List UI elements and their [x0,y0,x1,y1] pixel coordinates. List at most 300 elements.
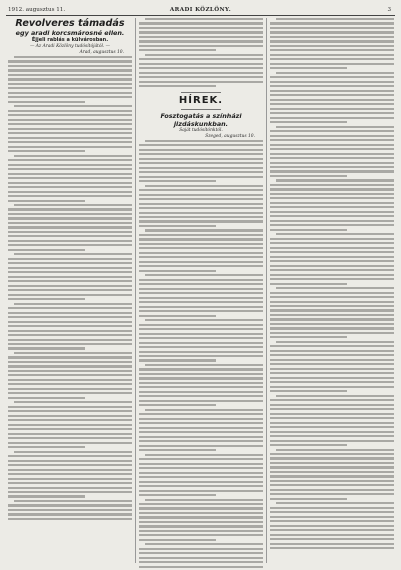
text-line [8,60,132,62]
text-line [139,333,263,335]
article-subheadline: egy aradi korcsmárosné ellen. [15,29,125,37]
text-line [270,45,394,47]
text-line [270,238,394,240]
text-line [8,460,132,462]
text-line [270,31,394,33]
text-line [145,274,263,276]
text-line [270,435,394,437]
text-line [8,69,132,71]
text-line [270,457,394,459]
text-line [139,525,263,527]
text-line [139,283,263,285]
text-line [270,359,394,361]
text-line [270,197,394,199]
text-line [270,336,347,338]
text-line [8,271,132,273]
text-line [139,203,263,205]
text-line [145,185,263,187]
text-line [270,153,394,155]
text-line [139,467,263,469]
text-line [139,310,263,312]
text-line [139,63,263,65]
text-line [139,212,263,214]
text-line [139,72,263,74]
text-line [270,108,394,110]
article-dateline: Szeged, augusztus 10. [205,133,255,139]
text-line [139,386,263,388]
text-line [8,267,132,269]
article-deck: Éjjeli rablás a külvárosban. [31,37,109,43]
text-line [270,390,347,392]
text-line [270,58,394,60]
text-line [8,200,85,202]
text-line [270,314,394,316]
text-line [8,518,132,520]
text-line [270,27,394,29]
text-line [145,229,263,231]
text-line [139,252,263,254]
text-line [8,504,132,506]
text-line [139,301,263,303]
text-line [139,180,216,182]
text-line [139,494,216,496]
text-line [139,359,216,361]
text-line [270,507,394,509]
text-line [8,289,132,291]
text-line [270,206,394,208]
text-line [8,325,132,327]
text-line [8,65,132,67]
text-line [139,382,263,384]
text-line [8,379,132,381]
text-line [276,449,394,451]
text-line [139,507,263,509]
text-line [276,341,394,343]
text-line [8,182,132,184]
text-line [270,511,394,513]
text-line [270,157,394,159]
page-number: 3 [387,7,391,13]
text-line [139,516,263,518]
text-line [270,103,394,105]
text-line [270,148,394,150]
text-line [139,521,263,523]
text-line [139,31,263,33]
text-line [270,377,394,379]
text-line [139,485,263,487]
text-line [270,121,347,123]
text-line [139,220,263,222]
text-line [270,269,394,271]
text-line [8,87,132,89]
text-line [139,306,263,308]
text-line [8,482,132,484]
text-line [270,175,347,177]
text-line [139,58,263,60]
text-line [139,144,263,146]
text-line [145,543,263,545]
text-line [139,279,263,281]
text-line [139,27,263,29]
text-line [8,258,132,260]
text-line [8,280,132,282]
text-line [8,146,132,148]
text-line [270,130,394,132]
text-line [139,351,263,353]
text-line [270,283,347,285]
text-line [270,493,394,495]
text-line [8,249,85,251]
text-line [139,198,263,200]
text-line [139,149,263,151]
text-line [8,487,132,489]
text-line [139,534,263,536]
text-line [139,81,263,83]
text-line [270,426,394,428]
text-line [8,141,132,143]
text-line [139,238,263,240]
text-line [270,538,394,540]
text-line [270,318,394,320]
text-line [8,285,132,287]
text-line [8,262,132,264]
article-byline: — Az Aradi Közlöny tudósítójától. — [29,44,111,49]
text-line [270,90,394,92]
text-line [270,520,394,522]
article-byline: Saját tudósítónktól. [179,127,223,133]
text-line [270,166,394,168]
text-line [8,244,132,246]
text-line [139,324,263,326]
text-line [270,475,394,477]
text-line [8,388,132,390]
article-body [8,56,132,522]
text-line [270,296,394,298]
column-1 [8,18,132,522]
text-line [139,288,263,290]
text-line [139,436,263,438]
text-line [139,404,216,406]
text-line [270,260,394,262]
text-line [270,49,394,51]
text-line [276,395,394,397]
text-line [270,305,394,307]
text-line [139,189,263,191]
text-line [8,316,132,318]
text-line [139,67,263,69]
text-line [139,418,263,420]
text-line [270,81,394,83]
text-line [8,132,132,134]
column-2 [139,18,263,570]
text-line [276,72,394,74]
text-line [270,85,394,87]
text-line [270,386,394,388]
text-line [139,171,263,173]
text-line [270,193,394,195]
text-line [139,377,263,379]
text-line [139,265,263,267]
text-line [145,319,263,321]
text-line [270,480,394,482]
text-line [139,162,263,164]
text-line [8,495,85,497]
text-line [139,548,263,550]
text-line [8,78,132,80]
text-line [270,301,394,303]
article-body [270,18,394,552]
text-line [270,422,394,424]
text-line [139,36,263,38]
text-line [139,552,263,554]
text-line [270,484,394,486]
text-line [8,226,132,228]
article-body-top [139,18,263,90]
text-line [8,307,132,309]
text-line [270,202,394,204]
newspaper-title: ARADI KÖZLÖNY. [169,7,232,13]
article-headline: Revolveres támadás [15,18,125,29]
text-line [270,417,394,419]
text-line [139,530,263,532]
text-line [139,539,216,541]
text-line [8,442,132,444]
text-line [139,427,263,429]
text-line [139,225,216,227]
text-line [270,440,394,442]
text-line [8,383,132,385]
text-line [139,481,263,483]
text-line [8,240,132,242]
text-line [8,195,132,197]
text-line [270,516,394,518]
text-line [270,162,394,164]
article-dateline: Arad, augusztus 10. [79,50,124,55]
text-line [8,298,85,300]
text-line [139,503,263,505]
text-line [145,409,263,411]
text-line [145,364,263,366]
text-line [8,455,132,457]
text-line [14,401,132,403]
text-line [8,222,132,224]
text-line [8,83,132,85]
text-line [14,303,132,305]
text-line [8,208,132,210]
text-line [8,159,132,161]
text-line [276,179,394,181]
text-line [270,399,394,401]
text-line [270,76,394,78]
text-line [270,135,394,137]
text-line [270,372,394,374]
text-line [14,352,132,354]
text-line [139,373,263,375]
text-line [14,105,132,107]
text-line [139,256,263,258]
text-line [139,440,263,442]
text-line [270,139,394,141]
text-line [8,276,132,278]
text-line [8,370,132,372]
text-line [139,431,263,433]
text-line [270,547,394,549]
text-line [8,177,132,179]
text-line [8,433,132,435]
text-line [270,36,394,38]
text-line [8,343,132,345]
text-line [8,365,132,367]
text-line [8,464,132,466]
text-line [139,216,263,218]
text-line [270,453,394,455]
text-line [270,489,394,491]
text-line [8,114,132,116]
text-line [270,408,394,410]
column-rule [135,18,136,563]
text-line [270,40,394,42]
text-line [8,374,132,376]
text-line [139,153,263,155]
text-line [270,525,394,527]
text-line [139,49,216,51]
text-line [139,234,263,236]
text-line [270,94,394,96]
text-line [8,101,85,103]
text-line [139,40,263,42]
text-line [8,419,132,421]
text-line [270,112,394,114]
text-line [270,529,394,531]
text-line [8,312,132,314]
text-line [270,292,394,294]
text-line [8,96,132,98]
section-divider [181,109,221,110]
text-line [8,406,132,408]
header-date: 1912. augusztus 11. [8,7,66,13]
text-line [139,413,263,415]
text-line [270,144,394,146]
text-line [139,566,263,568]
article-headline: Fosztogatás a színházi jizdáskunkban. [160,111,242,128]
text-line [270,256,394,258]
text-line [8,437,132,439]
text-line [270,211,394,213]
text-line [270,444,347,446]
text-line [139,76,263,78]
text-line [8,410,132,412]
text-line [139,261,263,263]
text-line [270,229,347,231]
text-line [14,155,132,157]
text-line [139,557,263,559]
text-line [270,534,394,536]
text-line [8,235,132,237]
text-line [270,363,394,365]
text-line [270,247,394,249]
text-line [14,56,132,58]
text-line [8,339,132,341]
text-line [8,473,132,475]
text-line [139,243,263,245]
text-line [8,397,85,399]
text-line [8,356,132,358]
text-line [270,188,394,190]
text-line [8,509,132,511]
text-line [8,446,85,448]
text-line [139,368,263,370]
text-line [145,454,263,456]
text-line [139,400,263,402]
text-line [270,22,394,24]
text-line [270,471,394,473]
text-line [270,368,394,370]
text-line [8,74,132,76]
text-line [270,332,394,334]
text-line [8,361,132,363]
text-line [139,422,263,424]
text-line [139,85,216,87]
text-line [8,334,132,336]
text-line [8,123,132,125]
text-line [139,297,263,299]
text-line [139,355,263,357]
column-3 [270,18,394,552]
text-line [139,476,263,478]
text-line [270,224,394,226]
text-line [139,292,263,294]
text-line [8,330,132,332]
text-line [139,22,263,24]
text-line [270,354,394,356]
text-line [8,392,132,394]
text-line [270,99,394,101]
text-line [139,270,216,272]
text-line [8,428,132,430]
text-line [270,54,394,56]
text-line [139,45,263,47]
text-line [270,215,394,217]
text-line [139,472,263,474]
text-line [145,140,263,142]
section-title: HÍREK. [178,94,224,106]
text-line [145,18,263,20]
text-line [8,469,132,471]
text-line [8,186,132,188]
text-line [270,327,394,329]
text-line [270,242,394,244]
text-line [8,347,85,349]
text-line [276,233,394,235]
text-line [8,92,132,94]
text-line [270,67,347,69]
text-line [276,287,394,289]
text-line [270,251,394,253]
column-rule [266,18,267,563]
text-line [8,191,132,193]
text-line [270,184,394,186]
text-line [139,490,263,492]
text-line [270,543,394,545]
text-line [139,346,263,348]
text-line [270,466,394,468]
text-line [139,247,263,249]
text-line [270,220,394,222]
text-line [270,170,394,172]
text-line [8,173,132,175]
text-line [139,176,263,178]
text-line [270,350,394,352]
